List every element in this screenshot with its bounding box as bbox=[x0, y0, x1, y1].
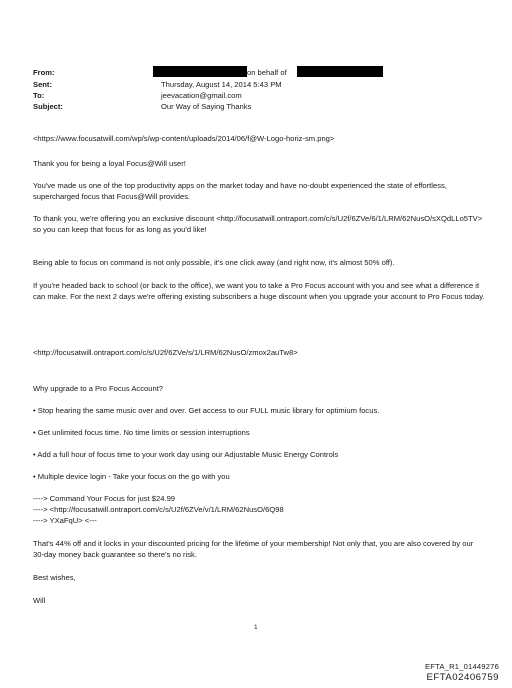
footer-reference-1: EFTA_R1_01449276 bbox=[425, 662, 499, 671]
page-number: 1 bbox=[254, 624, 258, 631]
why-upgrade-heading: Why upgrade to a Pro Focus Account? bbox=[33, 384, 164, 393]
subject-label: Subject: bbox=[33, 102, 63, 111]
footer-reference-2: EFTA02406759 bbox=[426, 672, 499, 683]
from-label: From: bbox=[33, 68, 55, 77]
paragraph-3: Being able to focus on command is not only possible, it's one click away (and right now, it's almost 50% off). bbox=[33, 258, 395, 267]
link-2-text: <http://focusatwill.ontraport.com/c/s/U2f/6ZVe/s/1/LRM/62NusO/zmox2auTw8> bbox=[33, 348, 298, 357]
logo-link-text: <https://www.focusatwill.com/wp/s/wp-content/uploads/2014/06/f@W-Logo-horiz-sm.png> bbox=[33, 134, 335, 143]
closing-line: Best wishes, bbox=[33, 573, 76, 582]
paragraph-1: You've made us one of the top productivity apps on the market today and have no-doubt experienced the state of effortless, supercharged focus that Focus@Will provides. bbox=[33, 181, 447, 201]
to-value: jeevacation@gmail.com bbox=[161, 91, 242, 100]
redaction-sender-email bbox=[297, 66, 383, 77]
on-behalf-of-text: on behalf of bbox=[247, 68, 287, 77]
bullet-item-3: • Add a full hour of focus time to your work day using our Adjustable Music Energy Controls bbox=[33, 450, 339, 459]
sent-label: Sent: bbox=[33, 80, 52, 89]
cta-line-3: ----> YXaFqU> <--- bbox=[33, 516, 97, 525]
thanks-line: Thank you for being a loyal Focus@Will user! bbox=[33, 159, 186, 168]
cta-line-2: ----> <http://focusatwill.ontraport.com/c/s/U2f/6ZVe/v/1/LRM/62NusO/6Q98 bbox=[33, 505, 284, 514]
redaction-sender-name bbox=[153, 66, 247, 77]
cta-line-1: ----> Command Your Focus for just $24.99 bbox=[33, 494, 176, 503]
to-label: To: bbox=[33, 91, 45, 100]
signature: Will bbox=[33, 596, 46, 605]
subject-value: Our Way of Saying Thanks bbox=[161, 102, 252, 111]
paragraph-4: If you're headed back to school (or back to the office), we want you to take a Pro Focus account with you and see what a difference it can make. For the next 2 days we're offering existing subscribers a huge discount when you upgrade your account to Pro Focus today. bbox=[33, 281, 485, 301]
bullet-item-1: • Stop hearing the same music over and over. Get access to our FULL music library for optimium focus. bbox=[33, 406, 380, 415]
sent-value: Thursday, August 14, 2014 5:43 PM bbox=[161, 80, 282, 89]
bullet-item-2: • Get unlimited focus time. No time limits or session interruptions bbox=[33, 428, 250, 437]
paragraph-2: To thank you, we're offering you an exclusive discount <http://focusatwill.ontraport.com/c/s/U2f/6ZVe/6/1/LRM/62NusO/sXQdLLo5TV> so you can keep that focus for as long as you'd like! bbox=[33, 214, 483, 234]
paragraph-5: That's 44% off and it locks in your discounted pricing for the lifetime of your membership! Not only that, you are also covered by our 30-day money back guarantee so there's no risk. bbox=[33, 539, 474, 559]
bullet-item-4: • Multiple device login - Take your focus on the go with you bbox=[33, 472, 230, 481]
